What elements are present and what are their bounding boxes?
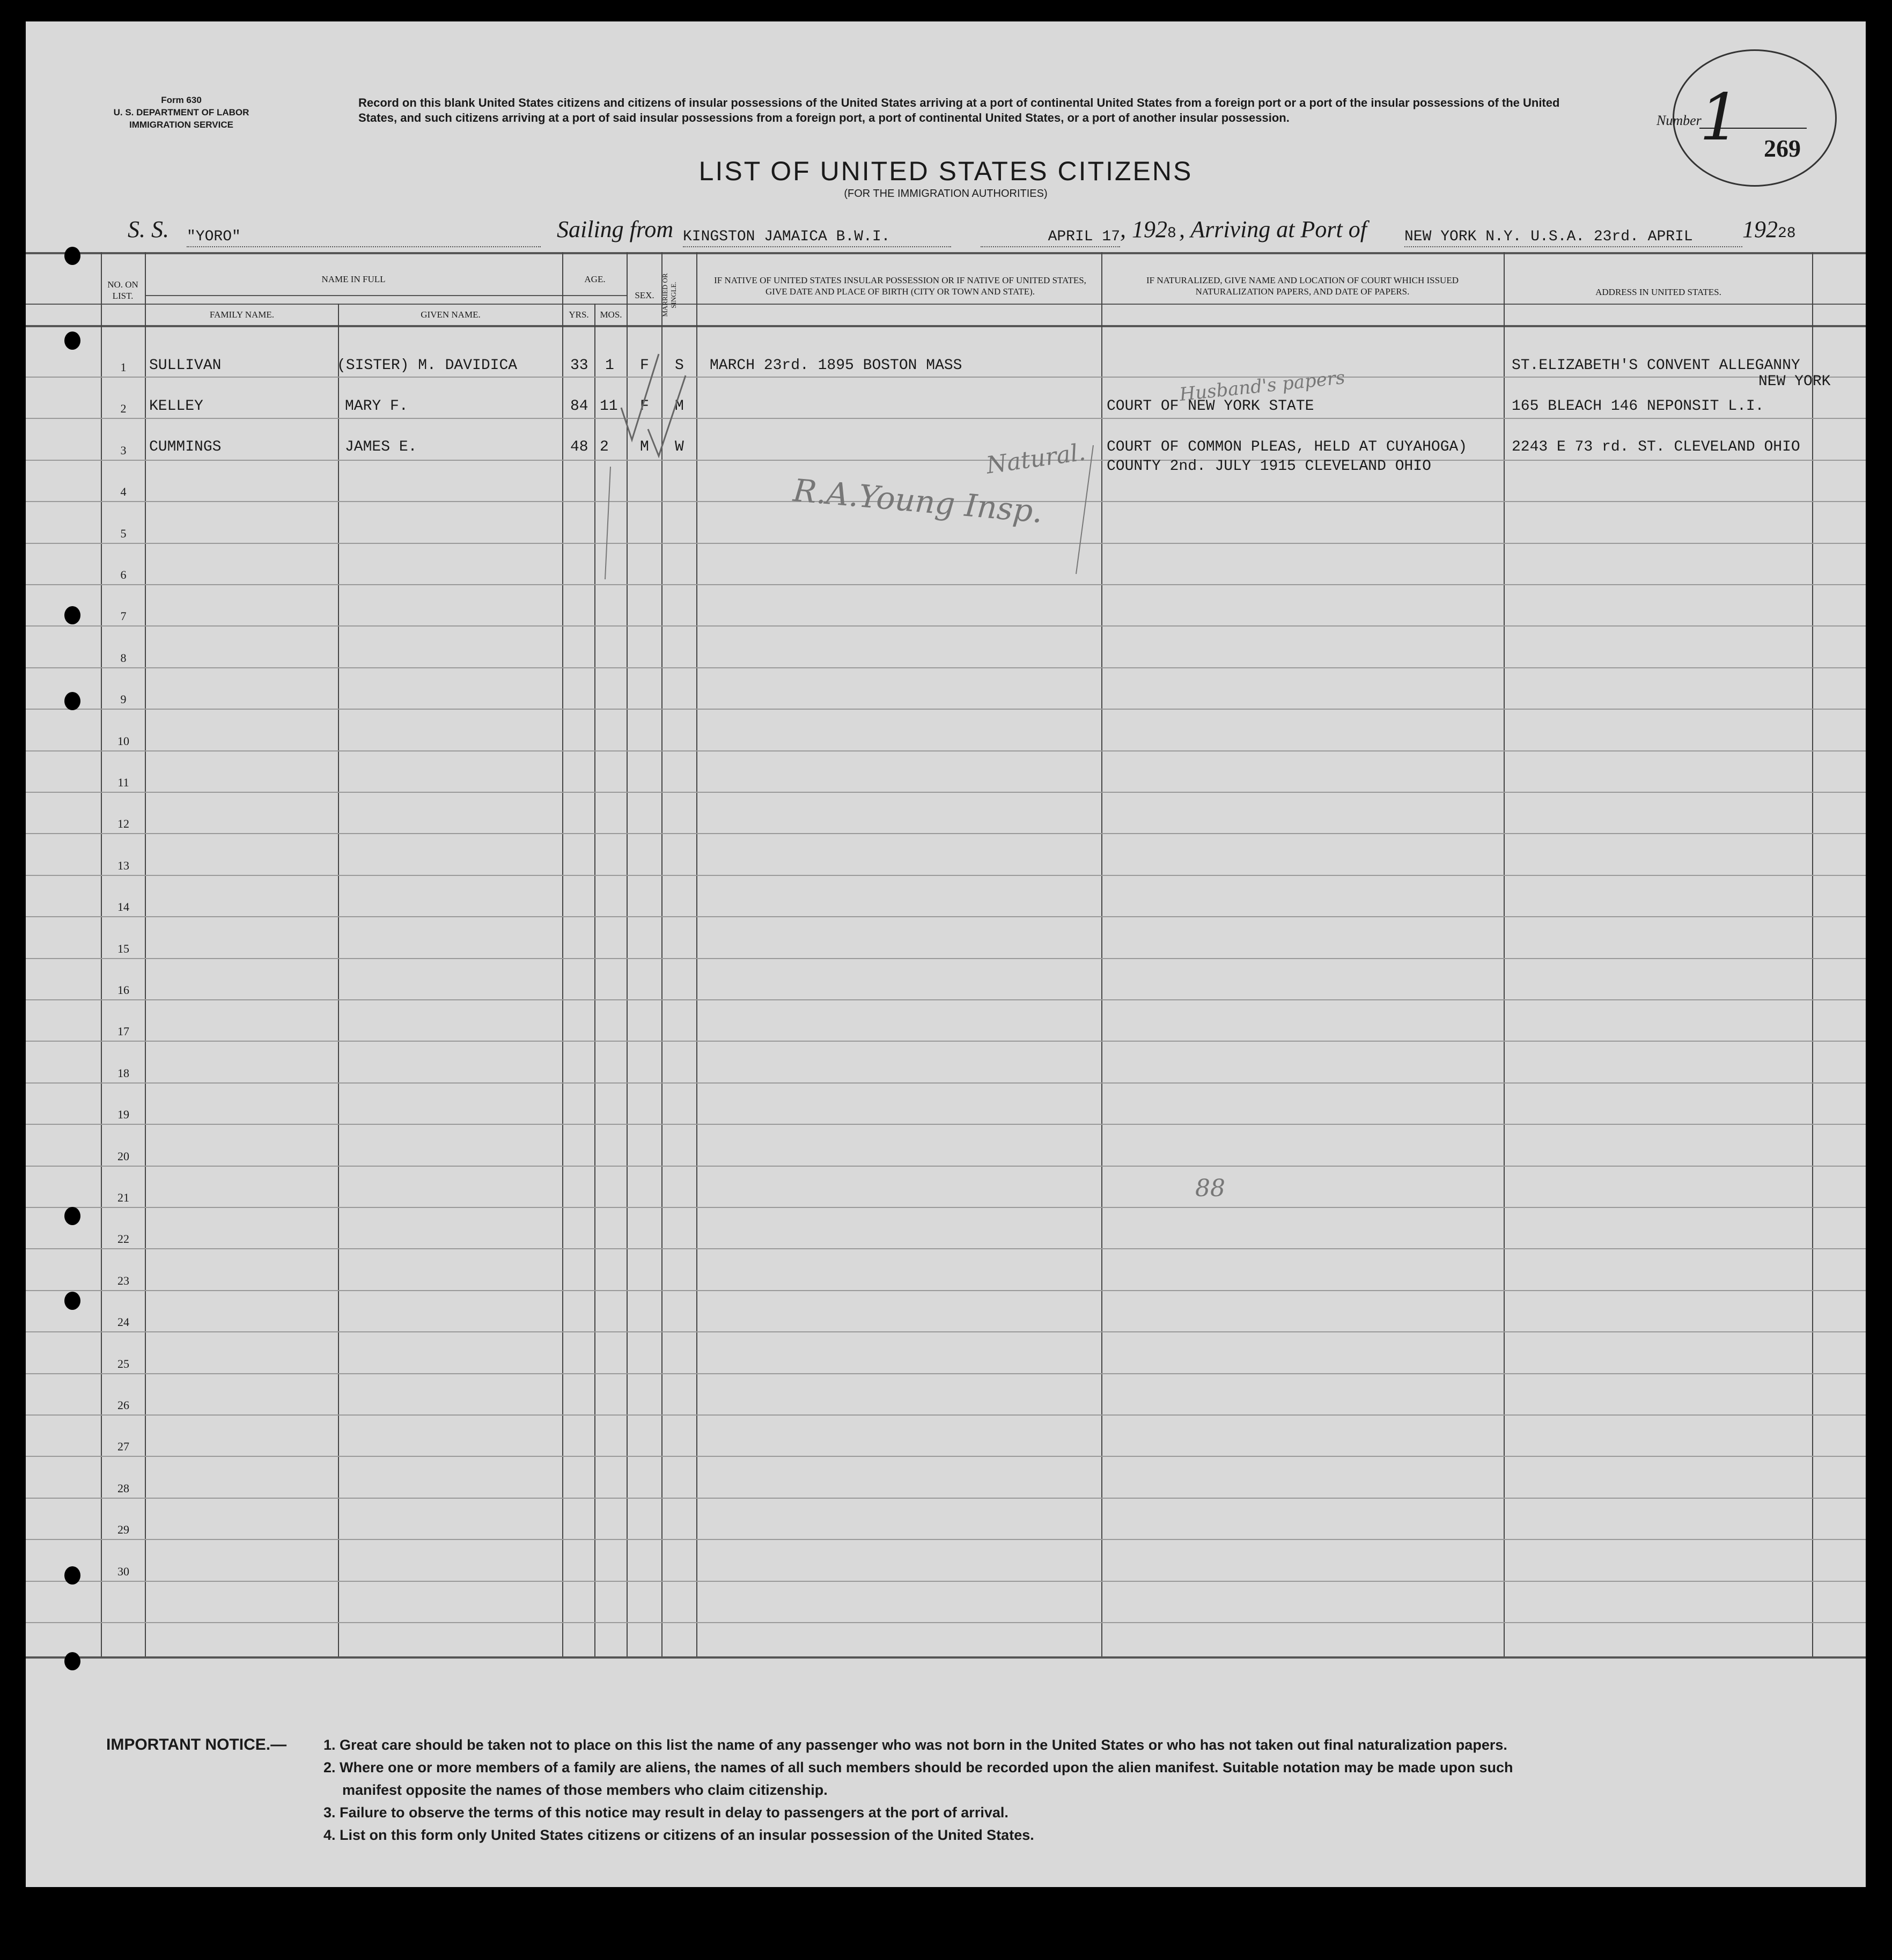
row-number: 27 [117, 1440, 129, 1453]
ruled-line [26, 460, 1866, 461]
ruled-line [26, 377, 1866, 378]
handwritten-inspector: R.A.Young Insp. [791, 471, 1044, 530]
punch-hole [64, 606, 80, 624]
row-number: 9 [120, 692, 127, 706]
ruled-line [26, 543, 1866, 544]
header-mos: MOS. [600, 310, 622, 320]
court-cell: COURT OF NEW YORK STATE [1107, 398, 1314, 415]
address-cell: 165 BLEACH 146 NEPONSIT L.I. [1512, 398, 1764, 415]
col-rule [338, 304, 339, 1656]
ruled-line [26, 1622, 1866, 1623]
header-birth: IF NATIVE OF UNITED STATES INSULAR POSSESSION OR IF NATIVE OF UNITED STATES, GIVE DATE AND PLACE OF BIRTH (CITY OR TOWN AND STATE). [714, 275, 1086, 297]
ruled-line [26, 709, 1866, 710]
sex-cell: F [640, 398, 649, 415]
row-number: 17 [117, 1025, 129, 1038]
row-number: 14 [117, 900, 129, 913]
address-cell-line2: NEW YORK [1758, 373, 1831, 390]
punch-hole [64, 1566, 80, 1585]
row-number: 10 [117, 734, 129, 748]
notice-item-3: 3. Failure to observe the terms of this notice may result in delay to passengers at the port of arrival. [323, 1804, 1008, 1821]
checkmark-2 [648, 375, 686, 456]
table-bottom-rule [26, 1656, 1866, 1659]
ruled-line [26, 584, 1866, 585]
page-title: LIST OF UNITED STATES CITIZENS [698, 156, 1193, 186]
notice-item-4: 4. List on this form only United States citizens or citizens of an insular possession of the United States. [323, 1827, 1034, 1843]
arriving-port-field [1404, 219, 1742, 247]
punch-hole [64, 692, 80, 710]
row-number: 18 [117, 1066, 129, 1080]
ruled-line [26, 1248, 1866, 1249]
ruled-line [26, 1456, 1866, 1457]
header-no: NO. ON LIST. [107, 279, 138, 301]
sex-cell: F [640, 357, 649, 374]
check-tick [605, 467, 610, 579]
ruled-line [26, 750, 1866, 751]
name-subrule [146, 295, 562, 296]
arriving-port-value: NEW YORK N.Y. U.S.A. 23rd. APRIL [1404, 229, 1693, 245]
row-number: 28 [117, 1482, 129, 1495]
sailing-year-digit: 8 [1167, 225, 1176, 242]
header-married: MARRIED OR SINGLE. [661, 273, 678, 317]
page-subtitle: (FOR THE IMMIGRATION AUTHORITIES) [844, 188, 1048, 200]
header-sex: SEX. [635, 290, 654, 300]
header-given-name: GIVEN NAME. [421, 310, 481, 320]
row-number: 11 [117, 776, 129, 789]
given-name-cell: (SISTER) M. DAVIDICA [337, 357, 518, 374]
ss-label: S. S. [128, 216, 169, 242]
age-mos-cell: 2 [600, 439, 609, 455]
ruled-line [26, 1207, 1866, 1208]
number-handwritten: 1 [1699, 80, 1741, 155]
ruled-line [26, 667, 1866, 668]
sailing-from-field [683, 219, 951, 247]
col-rule [145, 252, 146, 1656]
family-name-cell: SULLIVAN [149, 357, 222, 374]
form-number: Form 630 [161, 95, 202, 105]
notice-label: IMPORTANT NOTICE.— [106, 1736, 287, 1753]
marital-cell: W [675, 439, 684, 455]
row-number: 21 [117, 1191, 129, 1204]
handwritten-natural: Natural. [984, 438, 1087, 480]
row-number: 29 [117, 1523, 129, 1536]
ruled-line [26, 999, 1866, 1000]
ruled-line [26, 1539, 1866, 1540]
header-family-name: FAMILY NAME. [209, 310, 275, 320]
handwritten-mark: 88 [1195, 1175, 1225, 1202]
department-name: U. S. DEPARTMENT OF LABOR [113, 107, 249, 117]
row-number: 23 [117, 1274, 129, 1287]
ruled-line [26, 1331, 1866, 1332]
address-cell: ST.ELIZABETH'S CONVENT ALLEGANNY [1512, 357, 1800, 374]
form-instructions: Record on this blank United States citizens and citizens of insular possessions of the United States arriving at a port of continental United States from a foreign port or a port of the insular possessions of the United States, and such citizens arriving at a port of said insular possessions from a foreign port, a port of continental United States, or a port of another insular possession. [358, 96, 1560, 124]
notice-item-2: 2. Where one or more members of a family are aliens, the names of all such members should be recorded upon the alien manifest. Suitable notation may be made upon such [323, 1759, 1513, 1775]
ruled-line [26, 1290, 1866, 1291]
row-number: 7 [120, 609, 127, 623]
header-address: ADDRESS IN UNITED STATES. [1595, 287, 1721, 297]
row-number: 16 [117, 983, 129, 997]
punch-hole [64, 1207, 80, 1225]
punch-hole [64, 247, 80, 265]
age-yrs-cell: 48 [570, 439, 588, 455]
age-mos-cell: 11 [600, 398, 618, 415]
header-mid-rule [26, 304, 1866, 305]
row-number: 12 [117, 817, 129, 830]
col-rule [562, 252, 563, 1656]
birth-cell: MARCH 23rd. 1895 BOSTON MASS [710, 357, 962, 374]
row-number: 2 [120, 402, 127, 415]
header-name-in-full: NAME IN FULL [321, 274, 386, 284]
ruled-line [26, 1373, 1866, 1374]
sailing-year-prefix: , 192 [1120, 216, 1167, 242]
row-number: 26 [117, 1398, 129, 1412]
sailing-from-label: Sailing from [557, 216, 674, 242]
row-number: 6 [120, 568, 127, 581]
form-identifier [85, 94, 278, 131]
row-number: 22 [117, 1232, 129, 1246]
row-number: 20 [117, 1150, 129, 1163]
family-name-cell: KELLEY [149, 398, 203, 415]
address-cell: 2243 E 73 rd. ST. CLEVELAND OHIO [1512, 439, 1800, 455]
notice-item-2-cont: manifest opposite the names of those members who claim citizenship. [342, 1782, 828, 1798]
checkmark-1 [621, 354, 659, 440]
ruled-line [26, 625, 1866, 627]
court-cell-line2: COUNTY 2nd. JULY 1915 CLEVELAND OHIO [1107, 458, 1431, 475]
header-naturalized: IF NATURALIZED, GIVE NAME AND LOCATION OF COURT WHICH ISSUED NATURALIZATION PAPERS, AND DATE OF PAPERS. [1146, 275, 1459, 297]
arriving-year-digit: 28 [1778, 225, 1796, 242]
ruled-line [26, 1498, 1866, 1499]
age-yrs-cell: 33 [570, 357, 588, 374]
court-cell: COURT OF COMMON PLEAS, HELD AT CUYAHOGA) [1107, 439, 1468, 455]
ruled-line [26, 418, 1866, 419]
row-number: 30 [117, 1565, 129, 1578]
handwritten-husband-papers: Husband's papers [1178, 366, 1346, 406]
ruled-line [26, 916, 1866, 917]
row-number: 4 [120, 485, 127, 498]
ship-name-field [187, 219, 541, 247]
marital-cell: S [675, 357, 684, 374]
marital-cell: M [675, 398, 684, 415]
notice-item-1: 1. Great care should be taken not to place on this list the name of any passenger who was not born in the United States or who has not taken out final naturalization papers. [323, 1737, 1507, 1753]
arriving-year [1742, 216, 1796, 243]
number-label: Number [1657, 113, 1702, 128]
row-number: 3 [120, 444, 127, 457]
arriving-year-prefix: 192 [1742, 216, 1778, 242]
service-name: IMMIGRATION SERVICE [129, 120, 233, 130]
punch-hole [64, 1292, 80, 1310]
header-yrs: YRS. [569, 310, 589, 320]
ruled-line [26, 1414, 1866, 1416]
ruled-line [26, 1581, 1866, 1582]
ruled-line [26, 792, 1866, 793]
sailing-date-field [981, 219, 1120, 247]
stamp-number: 269 [1764, 135, 1801, 162]
family-name-cell: CUMMINGS [149, 439, 222, 455]
row-number: 13 [117, 859, 129, 872]
checkmarks [589, 311, 718, 611]
age-subrule [563, 295, 627, 296]
col-rule [1812, 252, 1813, 1656]
ruled-line [26, 958, 1866, 959]
row-number: 8 [120, 651, 127, 665]
ruled-line [26, 875, 1866, 876]
arriving-label: , Arriving at Port of [1179, 216, 1367, 242]
row-number: 25 [117, 1357, 129, 1370]
header-top-rule [26, 252, 1866, 254]
ship-name: "YORO" [187, 229, 241, 245]
row-number: 15 [117, 942, 129, 955]
punch-hole [64, 331, 80, 350]
sailing-date-value: APRIL 17 [1048, 229, 1120, 245]
row-number: 24 [117, 1315, 129, 1329]
col-rule [1504, 252, 1505, 1656]
ruled-line [26, 1041, 1866, 1042]
given-name-cell: JAMES E. [345, 439, 417, 455]
age-mos-cell: 1 [605, 357, 614, 374]
header-age: AGE. [584, 274, 606, 284]
sex-cell: M [640, 439, 649, 455]
given-name-cell: MARY F. [345, 398, 408, 415]
ruled-line [26, 1166, 1866, 1167]
row-number: 5 [120, 527, 127, 540]
header-bottom-rule [26, 325, 1866, 327]
sailing-from-value: KINGSTON JAMAICA B.W.I. [683, 229, 890, 245]
row-number: 19 [117, 1108, 129, 1121]
sailing-year [1120, 216, 1176, 243]
row-number: 1 [120, 360, 127, 374]
ruled-line [26, 833, 1866, 834]
manifest-page [26, 21, 1866, 1887]
ruled-line [26, 1082, 1866, 1084]
ruled-line [26, 1124, 1866, 1125]
age-yrs-cell: 84 [570, 398, 588, 415]
punch-hole [64, 1652, 80, 1670]
